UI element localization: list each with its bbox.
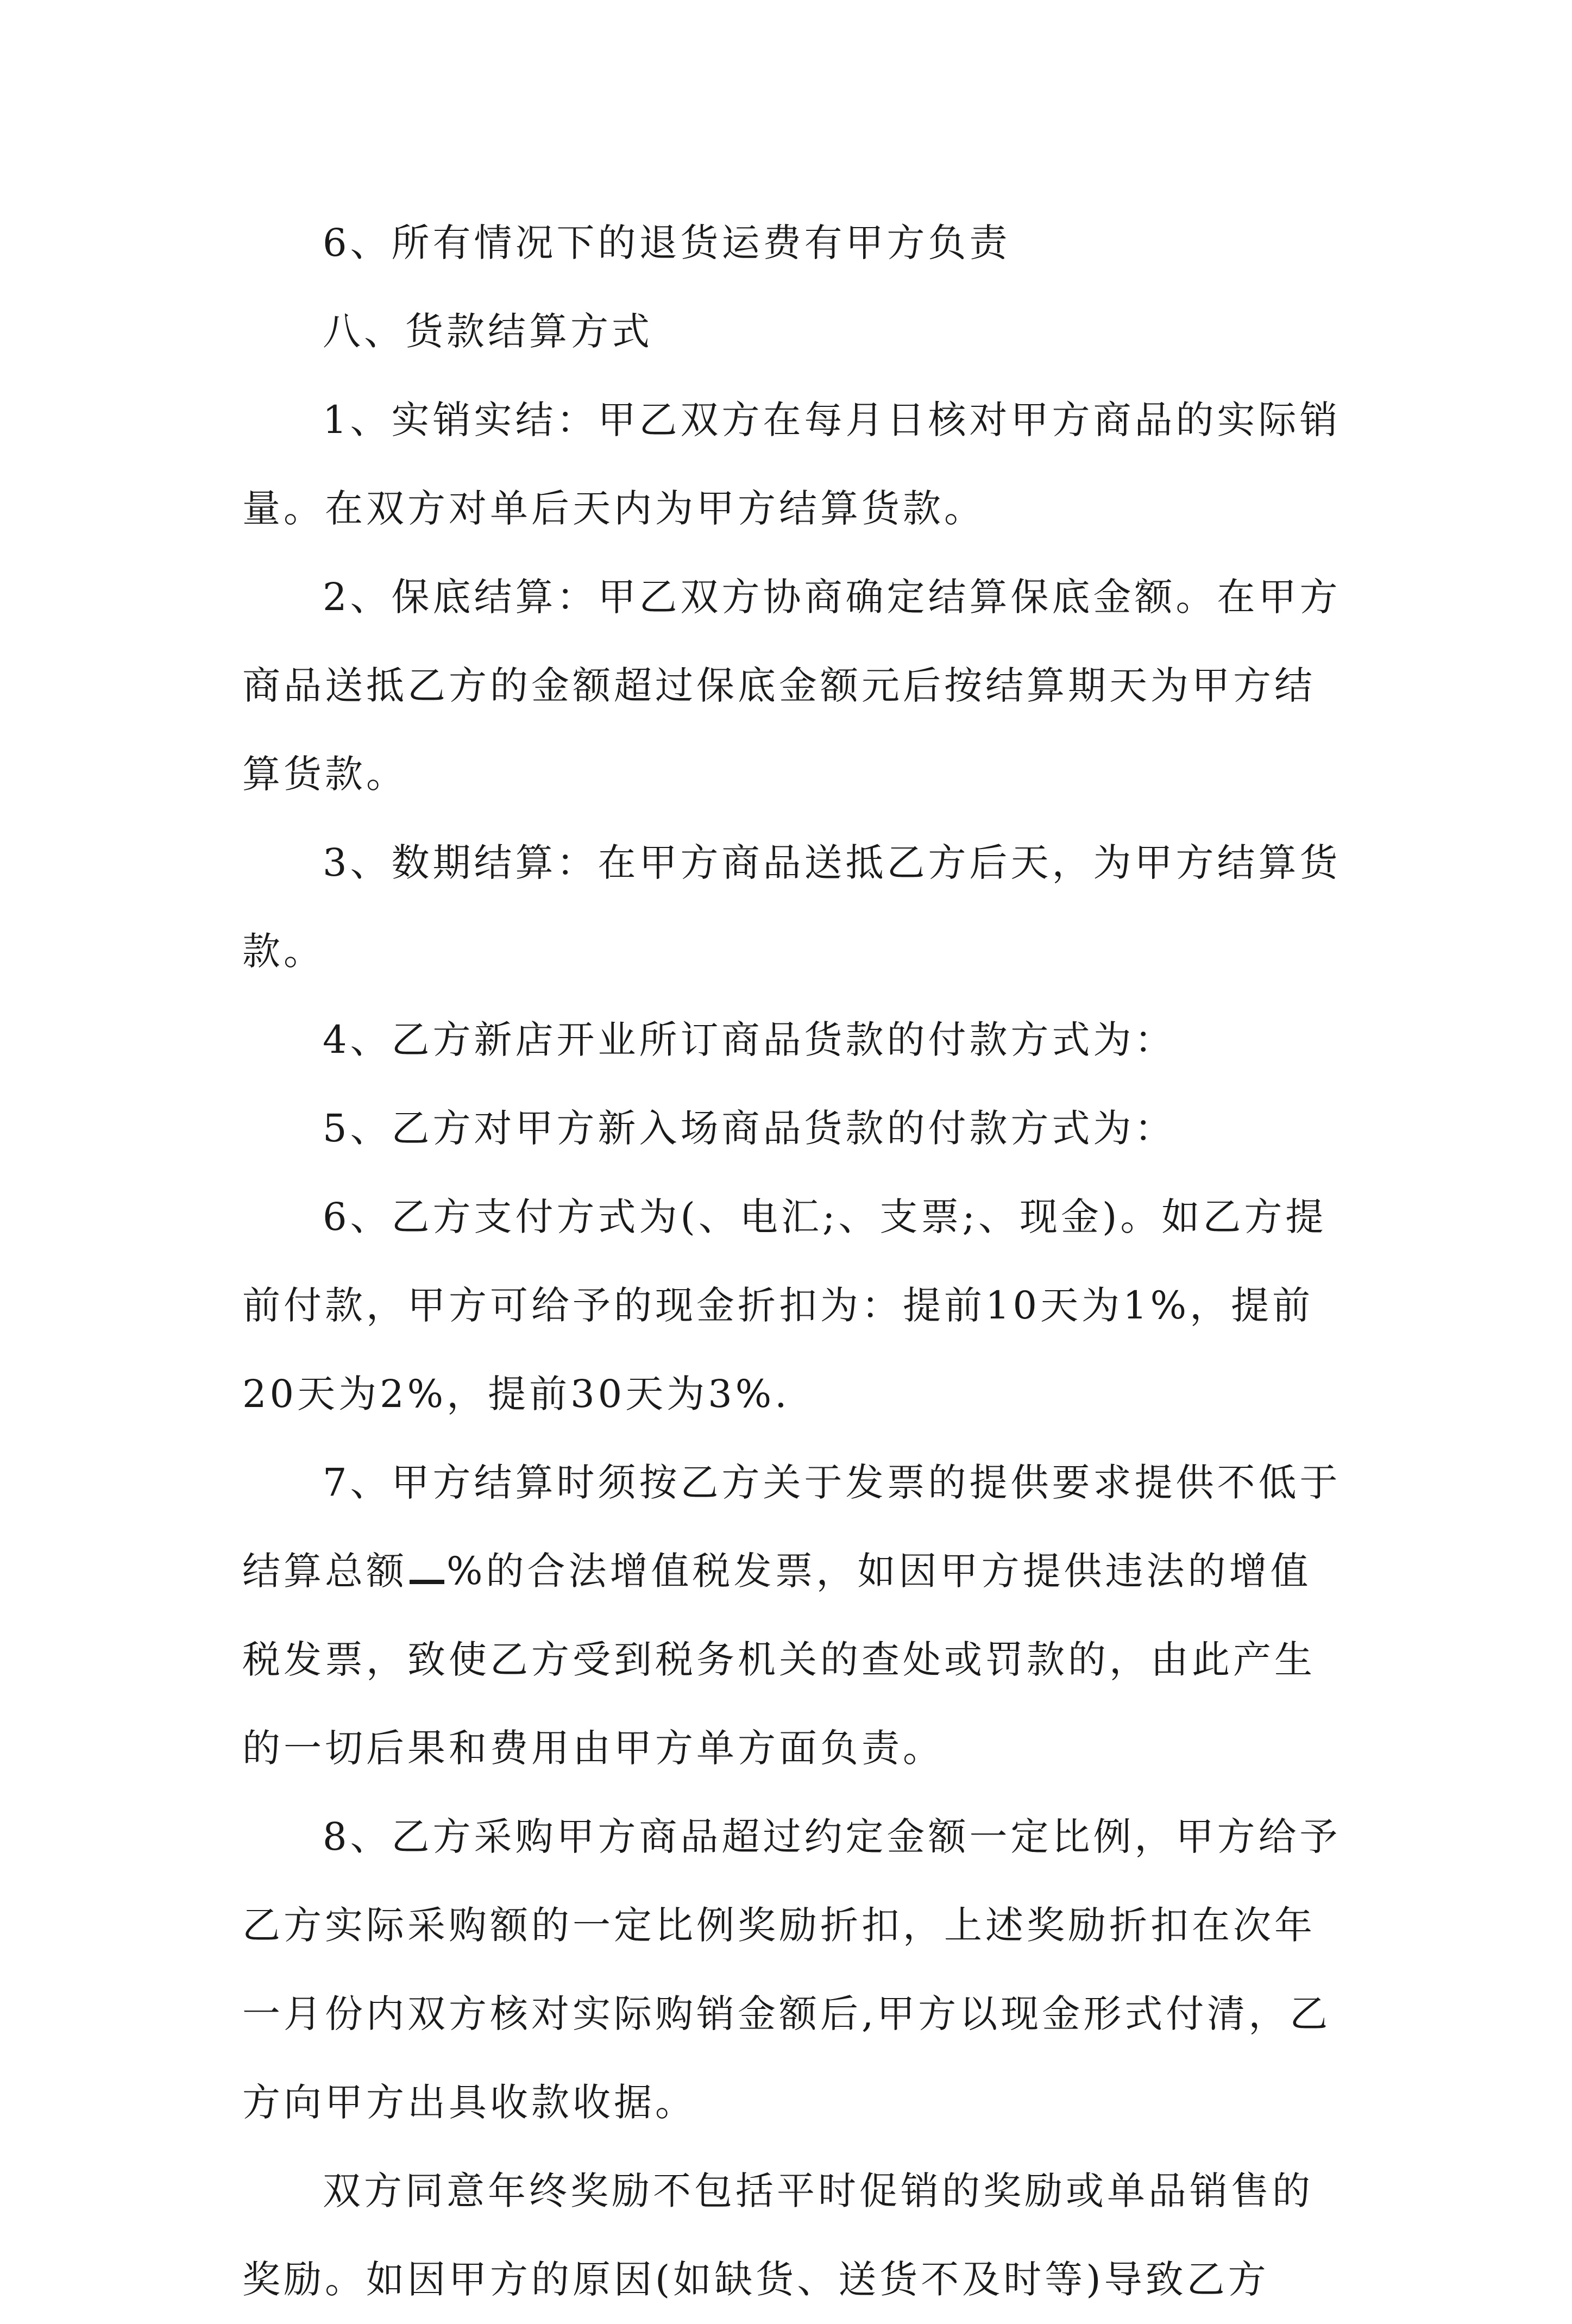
paragraph-purchase-reward: 8、乙方采购甲方商品超过约定金额一定比例，甲方给予乙方实际采购额的一定比例奖励折扣，上述奖励折扣在次年一月份内双方核对实际购销金额后,甲方以现金形式付清，乙方向甲方出具收款收据。 <box>242 1814 1341 2125</box>
section-heading-payment-settlement: 八、货款结算方式 <box>323 309 653 354</box>
paragraph-periodic-settlement: 3、数期结算：在甲方商品送抵乙方后天，为甲方结算货款。 <box>242 840 1341 973</box>
paragraph-year-end-reward: 双方同意年终奖励不包括平时促销的奖励或单品销售的奖励。如因甲方的原因(如缺货、送货不及时等)导致乙方 <box>242 2169 1313 2302</box>
invoice-text-after-blank: %的合法增值税发票，如因甲方提供违法的增值税发票，致使乙方受到税务机关的查处或罚款的，由此产生的一切后果和费用由甲方单方面负责。 <box>242 1549 1316 1770</box>
paragraph-payment-method-discount: 6、乙方支付方式为(、电汇;、支票;、现金)。如乙方提前付款，甲方可给予的现金折扣为：提前10天为1%，提前20天为2%，提前30天为3%. <box>242 1195 1327 1416</box>
paragraph-return-shipping: 6、所有情况下的退货运费有甲方负责 <box>323 221 1011 265</box>
paragraph-invoice-requirement <box>242 1439 1345 1793</box>
paragraph-actual-sales-settlement: 1、实销实结：甲乙双方在每月日核对甲方商品的实际销量。在双方对单后天内为甲方结算货款。 <box>242 398 1341 531</box>
paragraph-new-store-payment: 4、乙方新店开业所订商品货款的付款方式为： <box>323 1017 1176 1062</box>
invoice-text-before-blank: 7、甲方结算时须按乙方关于发票的提供要求提供不低于结算总额 <box>242 1460 1341 1593</box>
paragraph-new-product-payment: 5、乙方对甲方新入场商品货款的付款方式为： <box>323 1106 1176 1151</box>
fill-in-blank <box>410 1547 444 1584</box>
document-body <box>242 199 1345 2324</box>
paragraph-guaranteed-settlement: 2、保底结算：甲乙双方协商确定结算保底金额。在甲方商品送抵乙方的金额超过保底金额元后按结算期天为甲方结算货款。 <box>242 575 1341 796</box>
